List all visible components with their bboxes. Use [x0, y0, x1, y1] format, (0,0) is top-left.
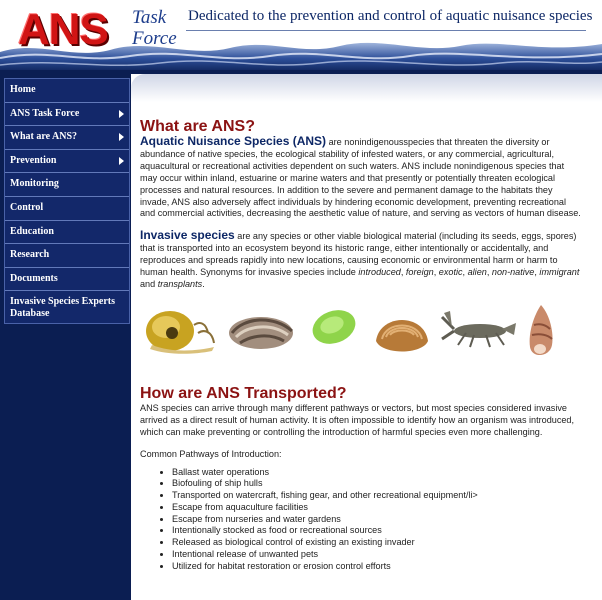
nav-item-monitoring[interactable]	[5, 173, 129, 197]
list-item: • Escape from aquaculture facilities	[172, 502, 582, 514]
list-item: • Biofouling of ship hulls	[172, 478, 582, 490]
nav-item-label: Prevention	[10, 154, 57, 166]
submenu-arrow-icon	[119, 157, 124, 165]
submenu-arrow-icon	[119, 110, 124, 118]
heading-how-transported: How are ANS Transported?	[140, 384, 347, 402]
paragraph-transport: ANS species can arrive through many different pathways or vectors, but most species considered invasive arrived as a direct result of human activity. It is often impossible to identify how an organism was introduced, which can make preventing or controlling the introduction of harmful species even more challenging.	[140, 402, 575, 437]
synonym: immigrant	[539, 267, 580, 278]
mud-snail-image	[524, 303, 558, 361]
list-item: • Escape from nurseries and water gardens	[172, 514, 582, 526]
paragraph-ans-definition	[140, 136, 582, 220]
ans-definition-text: are nonindigenousspecies that threaten the diversity or abundance of native species, the ecological stability of infested waters, or any commercial, agricultural, aquacultural or recreational activities dependent on such waters. ANS include nonindigenous species that may occur within inland, estuarine or marine waters and that presently or potentially threaten ecological processes and natural resources. In addition to the severe and permanent damage to the habitats they invade, ANS also adversely affect individuals by hindering economic development, preventing recreational and commercial activities, decreasing the aesthetic value of nature, and serving as vectors of human disease.	[140, 137, 581, 219]
term-invasive-species: Invasive species	[140, 228, 235, 243]
pathways-title: Common Pathways of Introduction:	[140, 448, 282, 459]
zebra-mussel-image	[226, 303, 296, 351]
list-item: • Utilized for habitat restoration or erosion control efforts	[172, 561, 582, 573]
tagline-divider	[186, 30, 586, 31]
crayfish-image	[440, 303, 518, 351]
nav-item-education[interactable]	[5, 221, 129, 245]
invasive-definition-text: are any species or other viable biological material (including its seeds, eggs, spores) that is transported into an ecosystem beyond its historic range, either intentionally or accidentally, and reproduces and spreads rapidly into new locations, causing economic or environmental harm or harm to human health. Synonyms for invasive species include	[140, 231, 577, 278]
nav-item-label: Monitoring	[10, 178, 59, 190]
wave-banner-image	[0, 34, 602, 74]
paragraph-invasive-definition: Invasive species are any species or other viable biological material (including its seeds, eggs, spores) that is transported into an ecosystem beyond its historic range, either intentionally or accidentally, and reproduces and spreads rapidly into new locations, causing economic or environmental harm or harm to human health. Synonyms for invasive species include introduced, foreign, exotic, alien, non-native, immigrant and transplants.	[140, 228, 580, 289]
nav-item-label: Research	[10, 249, 50, 261]
synonym: exotic	[438, 267, 463, 278]
logo-ans-text: ANS	[18, 5, 108, 54]
nav-item-research[interactable]	[5, 244, 129, 268]
list-item: • Intentional release of unwanted pets	[172, 549, 582, 561]
nav-item-prevention[interactable]	[5, 150, 129, 174]
heading-what-are-ans: What are ANS?	[140, 118, 255, 135]
species-image-row	[140, 303, 582, 373]
sidebar-nav	[4, 78, 130, 324]
term-aquatic-nuisance-species: Aquatic Nuisance Species (ANS)	[140, 134, 327, 148]
list-item: • Transported on watercraft, fishing gear, and other recreational equipment/li>	[172, 490, 582, 502]
site-tagline: Dedicated to the prevention and control of aquatic nuisance species	[188, 8, 593, 24]
nav-item-label: Control	[10, 201, 44, 213]
synonym: transplants	[157, 278, 203, 289]
logo-task-text: Task	[132, 7, 167, 28]
synonym: foreign	[405, 267, 434, 278]
nav-item-label: Documents	[10, 272, 58, 284]
synonym: introduced	[358, 267, 401, 278]
nav-item-label: What are ANS?	[10, 131, 78, 143]
nav-item-label: Education	[10, 225, 54, 237]
green-leaf-plant-image	[310, 303, 360, 349]
list-item: • Ballast water operations	[172, 467, 582, 479]
pathways-list	[140, 467, 582, 573]
logo-force-text: Force	[132, 28, 177, 49]
asian-clam-image	[372, 303, 432, 359]
nav-item-label: Home	[10, 84, 36, 95]
nav-item-ans-task-force[interactable]	[5, 103, 129, 127]
list-item: • Released as biological control of existing an existing invader	[172, 537, 582, 549]
site-header	[0, 0, 602, 74]
list-item: • Intentionally stocked as food or recreational sources	[172, 525, 582, 537]
nav-item-control[interactable]	[5, 197, 129, 221]
nav-item-label: ANS Task Force	[10, 107, 80, 119]
apple-snail-image	[142, 303, 218, 355]
submenu-arrow-icon	[119, 133, 124, 141]
content-top-gradient	[131, 74, 602, 102]
nav-item-home[interactable]	[5, 79, 129, 103]
article	[140, 118, 582, 573]
nav-item-documents[interactable]	[5, 268, 129, 292]
synonym: non-native	[491, 267, 535, 278]
nav-item-label: Invasive Species Experts Database	[10, 296, 115, 320]
nav-item-what-are-ans[interactable]	[5, 126, 129, 150]
and-word: and	[140, 278, 158, 289]
nav-item-experts-database[interactable]	[5, 291, 129, 323]
synonym: alien	[467, 267, 487, 278]
